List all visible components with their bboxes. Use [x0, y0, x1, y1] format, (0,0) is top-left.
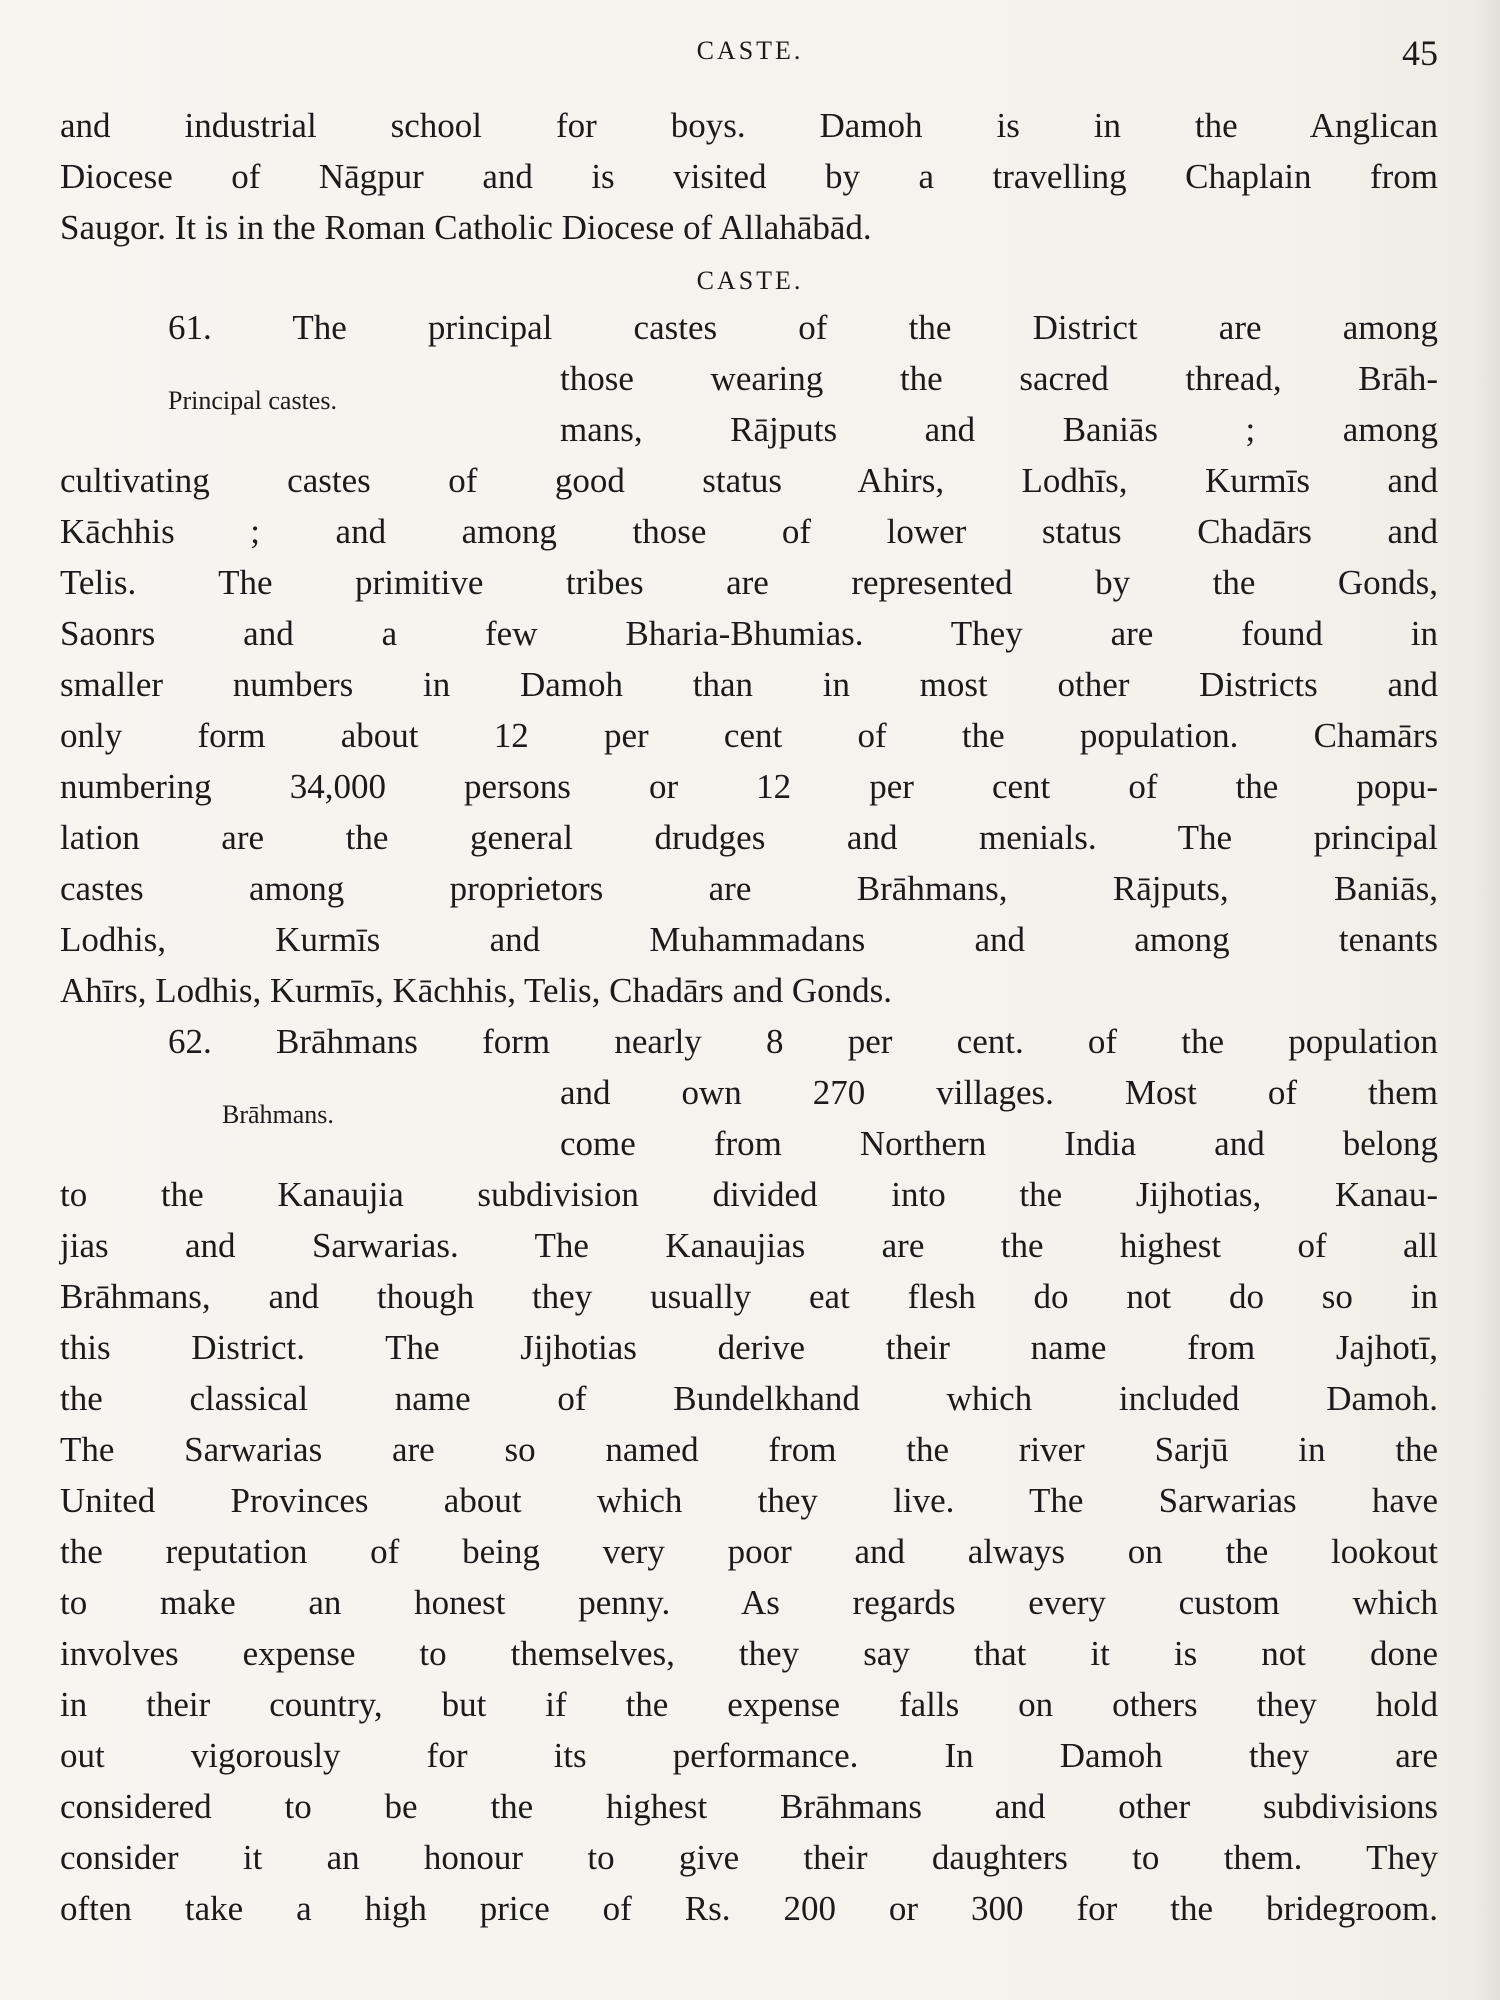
text-line: only form about 12 per cent of the population. Chamārs: [60, 716, 1438, 755]
text-line: 61. The principal castes of the District are among: [168, 308, 1438, 347]
running-head: CASTE.: [696, 36, 804, 65]
text-line: in their country, but if the expense falls on others they hold: [60, 1685, 1438, 1724]
text-line: numbering 34,000 persons or 12 per cent of the popu-: [60, 767, 1438, 806]
text-line: those wearing the sacred thread, Brāh-: [560, 359, 1438, 398]
text-line: 62. Brāhmans form nearly 8 per cent. of the population: [168, 1022, 1438, 1061]
text-line: and industrial school for boys. Damoh is in the Anglican: [60, 106, 1438, 145]
text-line: Telis. The primitive tribes are represented by the Gonds,: [60, 563, 1438, 602]
text-line: lation are the general drudges and menials. The principal: [60, 818, 1438, 857]
text-line: Lodhis, Kurmīs and Muhammadans and among tenants: [60, 920, 1438, 959]
text-line: to the Kanaujia subdivision divided into the Jijhotias, Kanau-: [60, 1175, 1438, 1214]
page-edge-shadow: [1472, 0, 1500, 2000]
text-line: considered to be the highest Brāhmans and other subdivisions: [60, 1787, 1438, 1826]
page-number: 45: [1402, 33, 1438, 73]
text-line: and own 270 villages. Most of them: [560, 1073, 1438, 1112]
text-line: The Sarwarias are so named from the river Sarjū in the: [60, 1430, 1438, 1469]
text-line: mans, Rājputs and Baniās ; among: [560, 410, 1438, 449]
text-line: Saonrs and a few Bharia-Bhumias. They are found in: [60, 614, 1438, 653]
text-line: Kāchhis ; and among those of lower status Chadārs and: [60, 512, 1438, 551]
text-line: often take a high price of Rs. 200 or 300 for the bridegroom.: [60, 1889, 1438, 1928]
text-line: United Provinces about which they live. The Sarwarias have: [60, 1481, 1438, 1520]
text-line: Ahīrs, Lodhis, Kurmīs, Kāchhis, Telis, Chadārs and Gonds.: [60, 971, 892, 1010]
text-line: to make an honest penny. As regards every custom which: [60, 1583, 1438, 1622]
text-line: the classical name of Bundelkhand which included Damoh.: [60, 1379, 1438, 1418]
text-line: Brāhmans, and though they usually eat flesh do not do so in: [60, 1277, 1438, 1316]
text-line: cultivating castes of good status Ahirs, Lodhīs, Kurmīs and: [60, 461, 1438, 500]
text-line: this District. The Jijhotias derive their name from Jajhotī,: [60, 1328, 1438, 1367]
marginal-note-brahmans: Brāhmans.: [222, 1100, 334, 1129]
text-line: consider it an honour to give their daughters to them. They: [60, 1838, 1438, 1877]
text-line: jias and Sarwarias. The Kanaujias are the highest of all: [60, 1226, 1438, 1265]
text-line: out vigorously for its performance. In Damoh they are: [60, 1736, 1438, 1775]
text-line: Diocese of Nāgpur and is visited by a travelling Chaplain from: [60, 157, 1438, 196]
text-line: Saugor. It is in the Roman Catholic Diocese of Allahābād.: [60, 208, 872, 247]
marginal-note-principal-castes: Principal castes.: [168, 386, 337, 415]
section-heading: CASTE.: [696, 266, 804, 295]
text-line: smaller numbers in Damoh than in most other Districts and: [60, 665, 1438, 704]
text-line: involves expense to themselves, they say that it is not done: [60, 1634, 1438, 1673]
text-line: castes among proprietors are Brāhmans, Rājputs, Baniās,: [60, 869, 1438, 908]
text-line: the reputation of being very poor and always on the lookout: [60, 1532, 1438, 1571]
text-line: come from Northern India and belong: [560, 1124, 1438, 1163]
